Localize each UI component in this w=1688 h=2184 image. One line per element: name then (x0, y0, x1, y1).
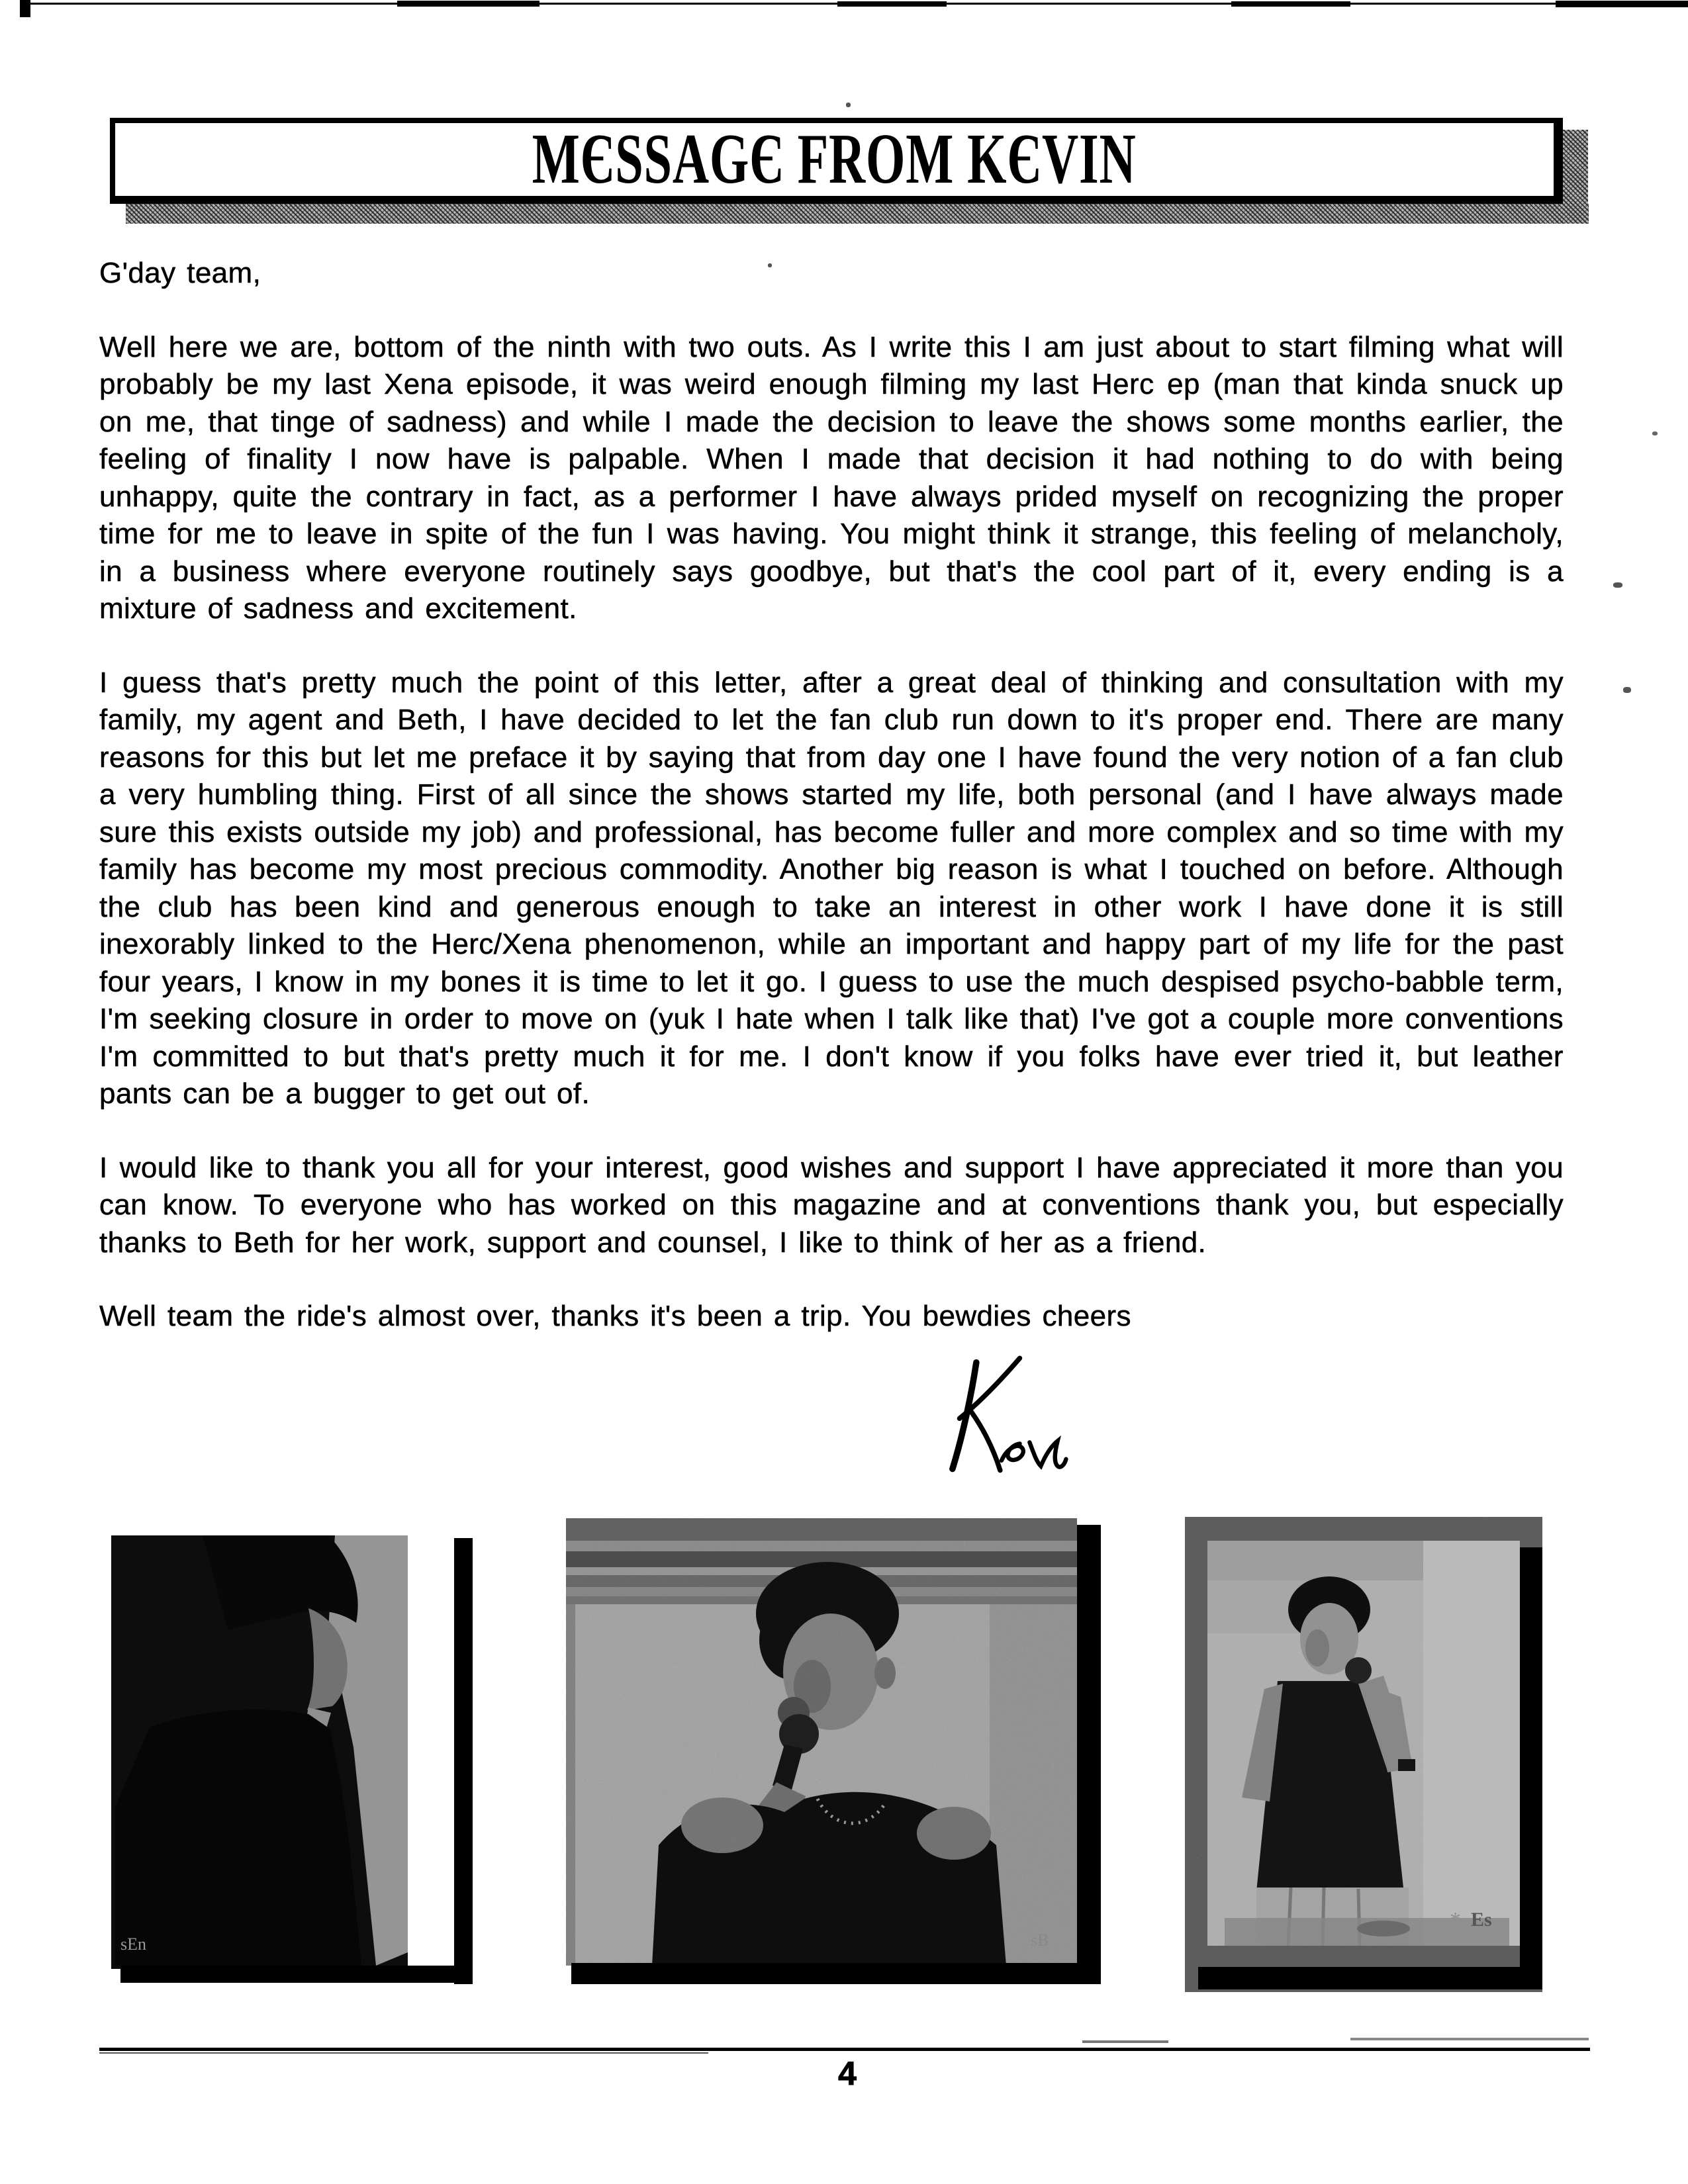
letter-paragraph: Well here we are, bottom of the ninth with two outs. As I write this I am just about to start filming what will probably be my last Xena episode, it was weird enough filming my last Herc ep (man that kinda snuck up on me, that tinge of sadness) and while I made the decision to leave the shows some months earlier, the feeling of finality I now have is palpable. When I made that decision it had nothing to do with being unhappy, quite the contrary in fact, as a performer I have always prided myself on recognizing the proper time for me to leave in spite of the fun I was having. You might think it strange, this feeling of melancholy, in a business where everyone routinely says goodbye, but that's the cool part of it, every ending is a mixture of sadness and excitement. (99, 330, 1564, 625)
photo-watermark: sEn (120, 1934, 146, 1954)
photo-frame-bar (1077, 1525, 1101, 1981)
footer-rule-shadow (99, 2052, 708, 2054)
scan-speck (397, 1, 539, 7)
header-shadow-right (1563, 130, 1588, 224)
photo-watermark: Es (1471, 1909, 1492, 1931)
photo-frame-bar (571, 1963, 1101, 1984)
photo-frame-bar (1198, 1967, 1542, 1989)
photo-frame-bar (120, 1966, 473, 1983)
page-number: 4 (838, 2055, 857, 2092)
sparkle-mark: * (1450, 1908, 1461, 1933)
scan-speck (1613, 582, 1622, 588)
scan-speck (1623, 687, 1631, 693)
scan-speck (1556, 1, 1688, 7)
scan-speck (768, 263, 772, 267)
footer-rule (99, 2048, 1590, 2051)
header-shadow-bottom (126, 204, 1589, 224)
page-title: MЄSSAGЄ FROM KЄVIN (532, 120, 1137, 199)
scan-speck (1082, 2040, 1168, 2043)
letter-paragraph: Well team the ride's almost over, thanks it's been a trip. You bewdies cheers (99, 1300, 1131, 1332)
scan-speck (20, 0, 30, 17)
scan-speck (846, 103, 851, 107)
photo-man-in-dark-suit-profile (110, 1529, 481, 1992)
signature-kev (925, 1355, 1078, 1475)
photo-frame-bar (1520, 1547, 1542, 1989)
photo-watermark: sB (1031, 1931, 1049, 1950)
letter-body (99, 255, 1564, 1372)
scan-speck (837, 1, 947, 7)
letter-paragraph: I guess that's pretty much the point of this letter, after a great deal of thinking and consultation with my family, my agent and Beth, I have decided to let the fan club run down to it's proper end. There are many reasons for this but let me preface it by saying that from day one I have found the very notion of a fan club a very humbling thing. First of all since the shows started my life, both personal (and I have always made sure this exists outside my job) and professional, has become fuller and more complex and so time with my family has become my most precious commodity. Another big reason is what I touched on before. Although the club has been kind and generous enough to take an interest in other work I have done it is still inexorably linked to the Herc/Xena phenomenon, while an important and happy part of my life for the past four years, I know in my bones it is time to let it go. I guess to use the much despised psycho-babble term, I'm seeking closure in order to move on (yuk I hate when I talk like that) I've got a couple more conventions I'm committed to but that's pretty much it for me. I don't know if you folks have ever tried it, but leather pants can be a bugger to get out of. (99, 666, 1564, 1110)
photo-man-in-sleeveless-top-gesturing (1185, 1517, 1546, 1995)
photo-frame-bar (454, 1538, 473, 1984)
header-banner (110, 118, 1563, 204)
letter-salutation: G'day team, (99, 257, 261, 289)
photo-man-speaking-into-microphone (566, 1514, 1105, 1991)
scan-speck (1350, 2038, 1589, 2040)
scan-speck (1231, 1, 1350, 7)
letter-paragraph: I would like to thank you all for your interest, good wishes and support I have appreciated it more than you can know. To everyone who has worked on this magazine and at conventions thank you, but especially thanks to Beth for her work, support and counsel, I like to think of her as a friend. (99, 1151, 1564, 1259)
signature-drawing (925, 1355, 1078, 1475)
scan-speck (1652, 432, 1658, 435)
